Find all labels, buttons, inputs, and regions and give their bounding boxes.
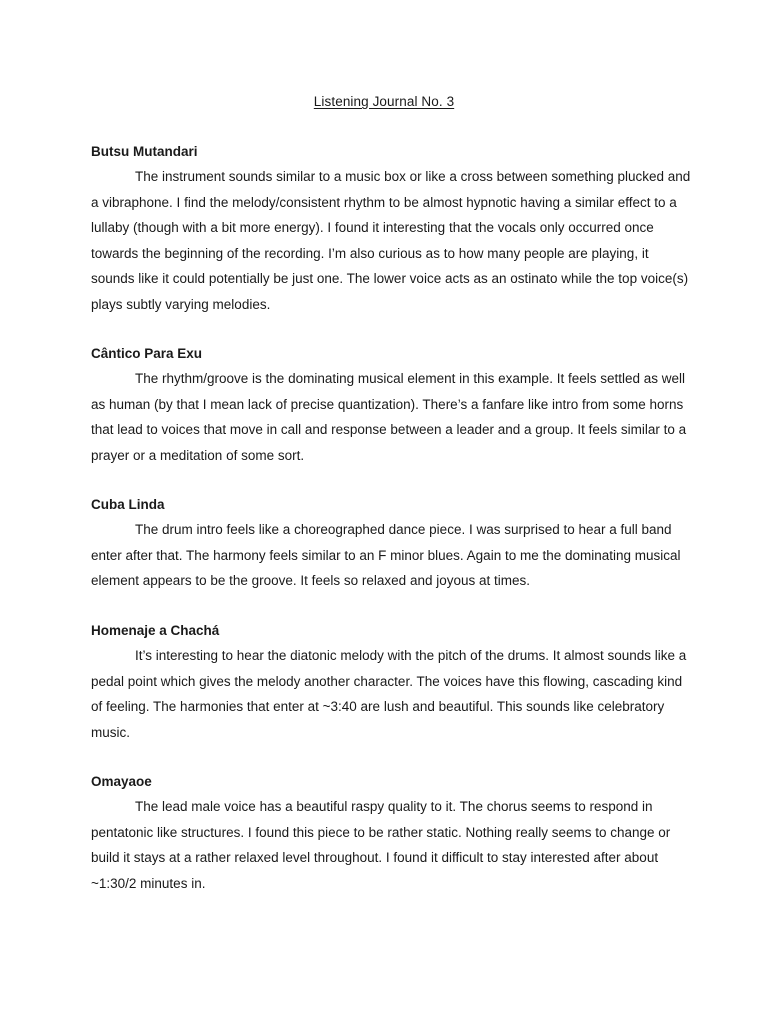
- journal-entry-cuba-linda: [91, 492, 691, 594]
- journal-entry-butsu-mutandari: [91, 139, 691, 317]
- entry-heading: Omayaoe: [91, 774, 152, 789]
- journal-entry-homenaje-a-chacha: [91, 618, 691, 745]
- entry-heading: Cuba Linda: [91, 497, 165, 512]
- entry-body: The lead male voice has a beautiful raspy quality to it. The chorus seems to respond in pentatonic like structures. I found this piece to be rather static. Nothing really seems to change or build it stays at a rather relaxed level throughout. I found it difficult to stay interested after about ~1:30/2 minutes in.: [91, 799, 671, 891]
- entry-body: It’s interesting to hear the diatonic melody with the pitch of the drums. It almost sounds like a pedal point which gives the melody another character. The voices have this flowing, cascading kind of feeling. The harmonies that enter at ~3:40 are lush and beautiful. This sounds like celebratory music.: [91, 648, 687, 740]
- entry-body: The rhythm/groove is the dominating musical element in this example. It feels settled as well as human (by that I mean lack of precise quantization). There’s a fanfare like intro from some horns that lead to voices that move in call and response between a leader and a group. It feels similar to a prayer or a meditation of some sort.: [91, 371, 687, 463]
- entry-heading: Homenaje a Chachá: [91, 623, 220, 638]
- entry-heading: Butsu Mutandari: [91, 144, 198, 159]
- entry-heading: Cântico Para Exu: [91, 346, 203, 361]
- journal-entry-omayaoe: [91, 769, 691, 896]
- journal-entry-cantico-para-exu: [91, 341, 691, 468]
- document-title: Listening Journal No. 3: [313, 94, 455, 109]
- entry-body: The instrument sounds similar to a music box or like a cross between something plucked and a vibraphone. I find the melody/consistent rhythm to be almost hypnotic having a similar effect to a lullaby (though with a bit more energy). I found it interesting that the vocals only occurred once towards the beginning of the recording. I’m also curious as to how many people are playing, it sounds like it could potentially be just one. The lower voice acts as an ostinato while the top voice(s) plays subtly varying melodies.: [91, 169, 691, 312]
- entry-body: The drum intro feels like a choreographed dance piece. I was surprised to hear a full band enter after that. The harmony feels similar to an F minor blues. Again to me the dominating musical element appears to be the groove. It feels so relaxed and joyous at times.: [91, 522, 681, 588]
